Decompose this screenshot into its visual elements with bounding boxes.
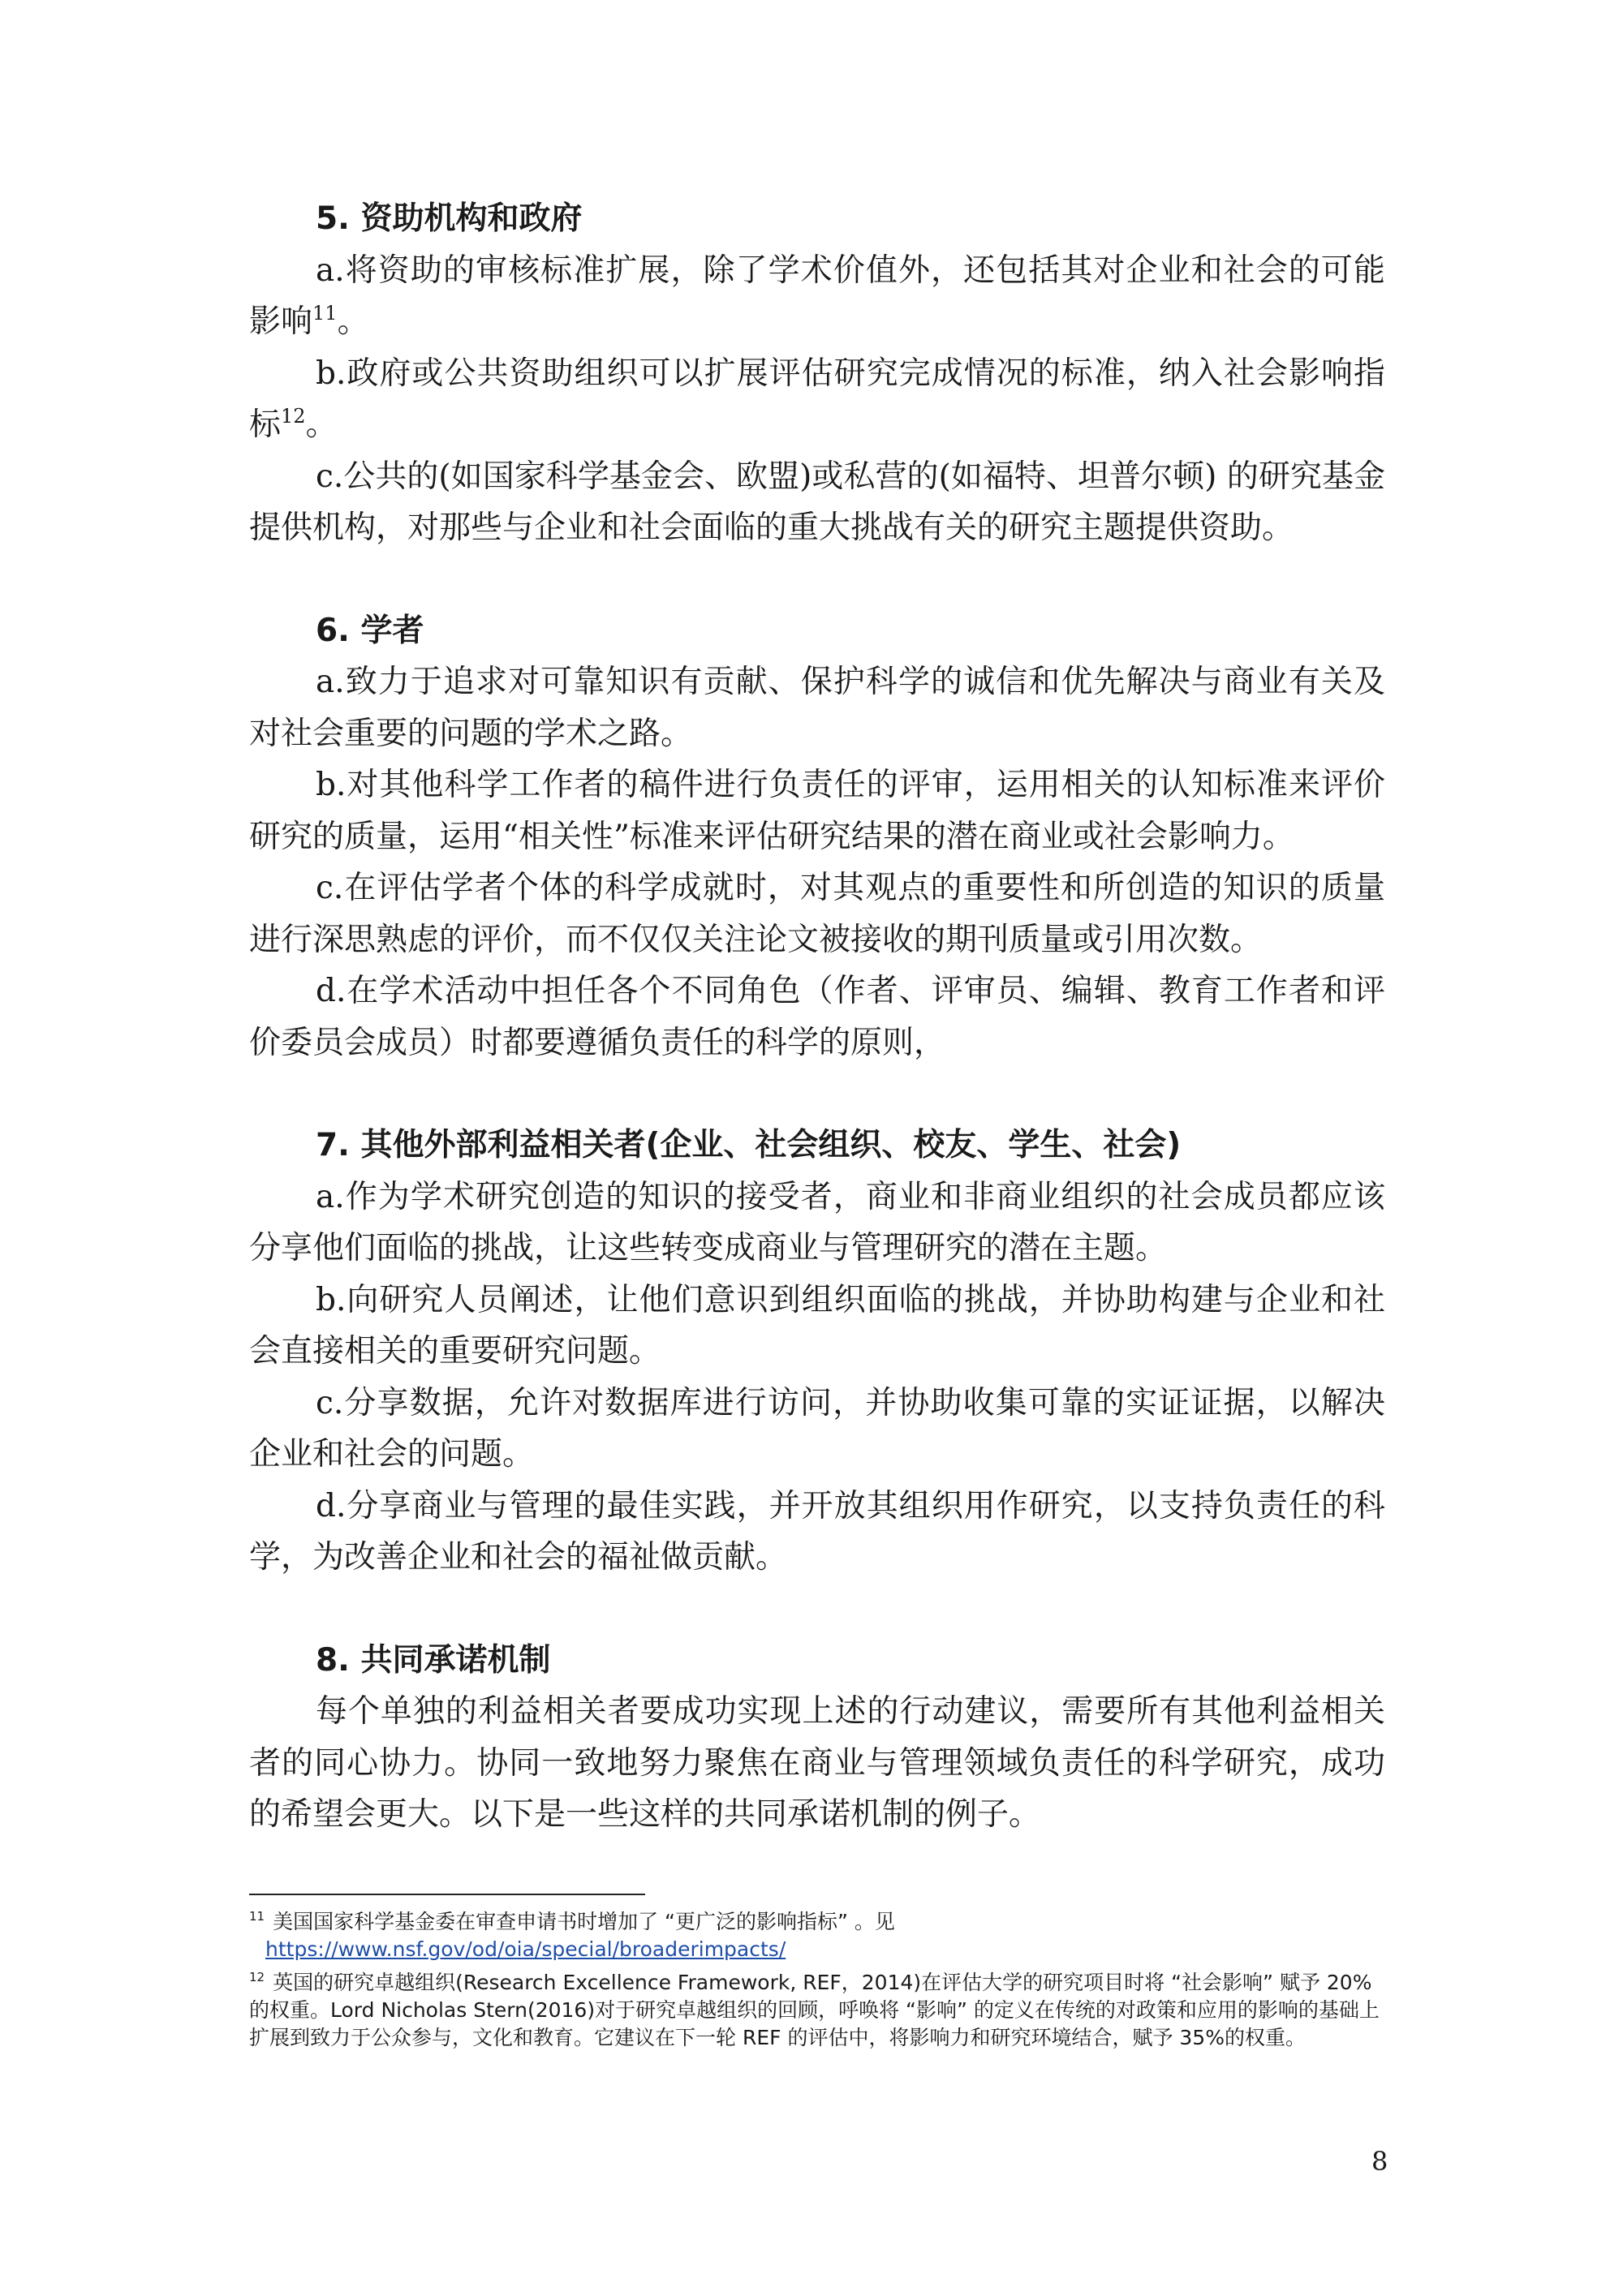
- footnote: [249, 1903, 1385, 1963]
- section-funding-agencies: [249, 193, 1385, 554]
- footnote-link[interactable]: https://www.nsf.gov/od/oia/special/broaderimpacts/: [265, 1937, 786, 1961]
- paragraph: b.向研究人员阐述，让他们意识到组织面临的挑战，并协助构建与企业和社会直接相关的重要研究问题。: [249, 1281, 1385, 1369]
- section-heading: 7. 其他外部利益相关者(企业、社会组织、校友、学生、社会): [316, 1127, 1182, 1163]
- footnote-number: 12: [249, 1970, 265, 1984]
- footnote-ref[interactable]: 11: [312, 302, 338, 325]
- footnote-text: 英国的研究卓越组织(Research Excellence Framework, REF，2014)在评估大学的研究项目时将 “社会影响” 赋予 20% 的权重。Lord Nicholas Stern(2016)对于研究卓越组织的回顾，呼唤将 “影响” 的定义在传统的对政策和应用的影响的基础上扩展到致力于公众参与，文化和教育。它建议在下一轮 REF 的评估中，将影响力和研究环境结合，赋予 35%的权重。: [249, 1971, 1380, 2049]
- paragraph: b.政府或公共资助组织可以扩展评估研究完成情况的标准，纳入社会影响指标$^{12}$。: [249, 355, 1385, 443]
- footnote: [249, 1963, 1385, 2052]
- paragraph: d.在学术活动中担任各个不同角色（作者、评审员、编辑、教育工作者和评价委员会成员）时都要遵循负责任的科学的原则，: [249, 973, 1385, 1061]
- paragraph: b.对其他科学工作者的稿件进行负责任的评审，运用相关的认知标准来评价研究的质量，运用“相关性”标准来评估研究结果的潜在商业或社会影响力。: [249, 767, 1385, 855]
- footnote-divider: [249, 1894, 645, 1895]
- footnote-ref[interactable]: 12: [281, 405, 306, 428]
- section-external-stakeholders: [249, 1120, 1385, 1584]
- paragraph: 每个单独的利益相关者要成功实现上述的行动建议，需要所有其他利益相关者的同心协力。协同一致地努力聚焦在商业与管理领域负责任的科学研究，成功的希望会更大。以下是一些这样的共同承诺机制的例子。: [249, 1693, 1385, 1833]
- page-number: 8: [1371, 2146, 1388, 2177]
- paragraph: c.分享数据，允许对数据库进行访问，并协助收集可靠的实证证据，以解决企业和社会的问题。: [249, 1384, 1385, 1473]
- section-scholars: [249, 605, 1385, 1069]
- paragraph: c.公共的(如国家科学基金会、欧盟)或私营的(如福特、坦普尔顿) 的研究基金提供机构，对那些与企业和社会面临的重大挑战有关的研究主题提供资助。: [249, 458, 1385, 546]
- main-text: [249, 193, 1385, 1841]
- section-joint-commitment: [249, 1635, 1385, 1841]
- footnote-text: 美国国家科学基金委在审查申请书时增加了 “更广泛的影响指标” 。见: [273, 1910, 895, 1933]
- section-heading: 5. 资助机构和政府: [316, 200, 583, 237]
- paragraph: c.在评估学者个体的科学成就时，对其观点的重要性和所创造的知识的质量进行深思熟虑的评价，而不仅仅关注论文被接收的期刊质量或引用次数。: [249, 870, 1385, 958]
- section-heading: 8. 共同承诺机制: [316, 1641, 551, 1679]
- footnote-number: 11: [249, 1909, 265, 1924]
- section-heading: 6. 学者: [316, 612, 424, 649]
- footnotes: [249, 1903, 1385, 2052]
- paragraph: a.将资助的审核标准扩展，除了学术价值外，还包括其对企业和社会的可能影响$^{11}$。: [249, 252, 1385, 340]
- paragraph: a.作为学术研究创造的知识的接受者，商业和非商业组织的社会成员都应该分享他们面临的挑战，让这些转变成商业与管理研究的潜在主题。: [249, 1178, 1385, 1266]
- paragraph: d.分享商业与管理的最佳实践，并开放其组织用作研究，以支持负责任的科学，为改善企业和社会的福祉做贡献。: [249, 1487, 1385, 1576]
- paragraph: a.致力于追求对可靠知识有贡献、保护科学的诚信和优先解决与商业有关及对社会重要的问题的学术之路。: [249, 664, 1385, 752]
